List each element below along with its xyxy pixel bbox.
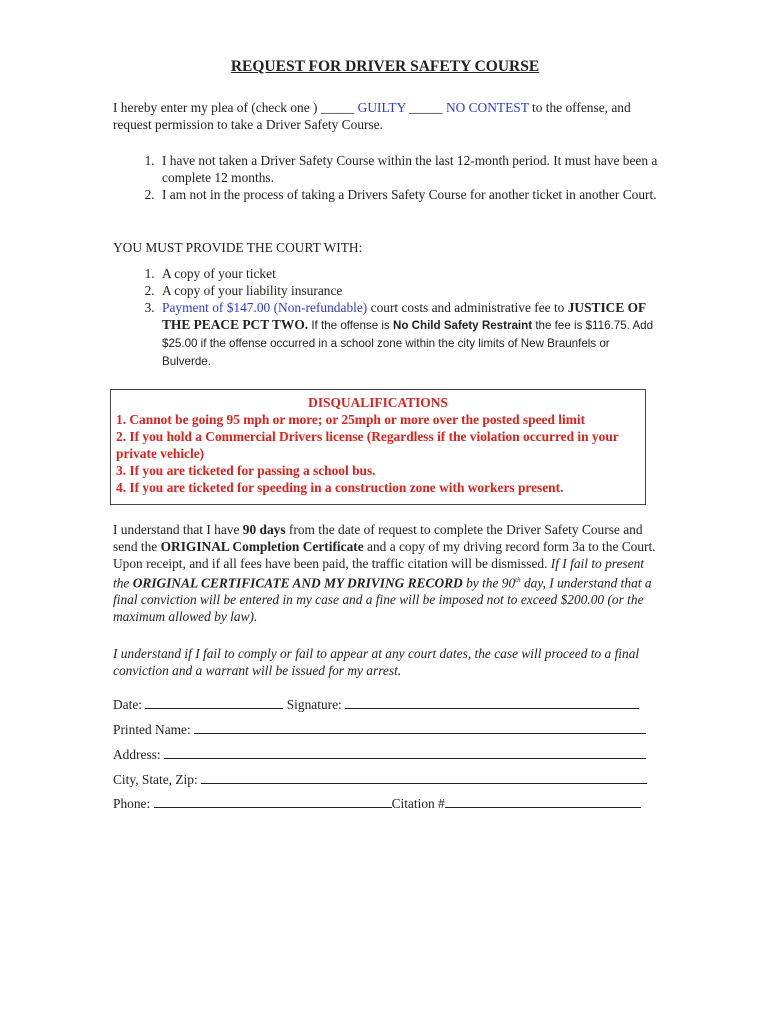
- printed-name-field[interactable]: [194, 721, 646, 734]
- condition-item: 1. I have not taken a Driver Safety Course within the last 12-month period. It must have been a complete 12 months.: [158, 152, 660, 186]
- plea-text-end: to the offense, and request permission to take a Driver Safety Course.: [113, 100, 631, 132]
- address-label: Address:: [113, 747, 161, 762]
- disqualification-item: 3. If you are ticketed for passing a school bus.: [116, 463, 376, 478]
- signature-label: Signature:: [286, 697, 342, 712]
- plea-paragraph: [113, 99, 661, 133]
- city-row: [113, 771, 647, 788]
- disqualification-item: 1. Cannot be going 95 mph or more; or 25mph or more over the posted speed limit: [116, 412, 586, 427]
- conditions-list: [90, 152, 660, 203]
- days-count: 90 days: [242, 522, 286, 537]
- address-field[interactable]: [164, 746, 646, 759]
- date-signature-row: [113, 696, 639, 713]
- plea-blank: _____: [405, 100, 446, 115]
- provide-heading: YOU MUST PROVIDE THE COURT WITH:: [113, 240, 363, 255]
- court-name: JUSTICE OF THE PEACE PCT TWO.: [162, 300, 646, 332]
- text: from the date of request to complete the Driver Safety Course and send the: [113, 522, 643, 554]
- phone-citation-row: [113, 795, 641, 812]
- provide-list: [90, 265, 660, 370]
- fee-text-end: the fee is $116.75. Add $25.00 if the offense occurred in a school zone within the city limits of New Braunfels or Bulverde.: [162, 319, 654, 368]
- required-documents: ORIGINAL CERTIFICATE AND MY DRIVING RECORD: [132, 575, 463, 591]
- provide-item: 1. A copy of your ticket: [158, 265, 660, 282]
- city-field[interactable]: [201, 771, 647, 784]
- disqualification-item: 4. If you are ticketed for speeding in a construction zone with workers present.: [116, 480, 564, 495]
- date-label: Date:: [113, 697, 142, 712]
- disqualification-item: 2. If you hold a Commercial Drivers license (Regardless if the violation occurred in your private vehicle): [116, 429, 619, 461]
- text: by the 90: [462, 575, 516, 591]
- text: If I fail to present the: [113, 556, 645, 591]
- payment-amount: Payment of $147.00 (Non-refundable): [162, 300, 368, 315]
- phone-label: Phone:: [113, 796, 151, 811]
- fee-offense: No Child Safety Restraint: [392, 319, 533, 332]
- date-field[interactable]: [145, 696, 283, 709]
- citation-label: Citation #: [391, 796, 445, 811]
- signature-field[interactable]: [345, 696, 639, 709]
- citation-field[interactable]: [445, 795, 641, 808]
- provide-item-payment: [158, 299, 660, 370]
- condition-item: 2. I am not in the process of taking a Drivers Safety Course for another ticket in another Court.: [158, 186, 660, 203]
- payment-text: court costs and administrative fee to: [367, 300, 568, 315]
- printed-name-row: [113, 721, 646, 738]
- text: I understand that I have: [113, 522, 243, 537]
- provide-item: 2. A copy of your liability insurance: [158, 282, 660, 299]
- city-label: City, State, Zip:: [113, 772, 198, 787]
- plea-text: I hereby enter my plea of (check one ) _____: [113, 100, 358, 115]
- superscript: th: [515, 576, 521, 584]
- guilty-option[interactable]: GUILTY: [357, 100, 406, 115]
- page-title: REQUEST FOR DRIVER SAFETY COURSE: [230, 58, 540, 75]
- printed-name-label: Printed Name:: [113, 722, 191, 737]
- text: and a copy of my driving record form 3a to the Court. Upon receipt, and if all fees have been paid, the traffic citation will be dismissed.: [113, 539, 656, 571]
- warning-paragraph: [113, 645, 661, 679]
- certificate-label: ORIGINAL Completion Certificate: [160, 539, 364, 554]
- text: day, I understand that a final conviction will be entered in my case and a fine will be imposed not to exceed $200.00 (or the maximum allowed by law).: [113, 575, 652, 625]
- disqualifications-box: [110, 389, 646, 505]
- address-row: [113, 746, 646, 763]
- phone-field[interactable]: [154, 795, 392, 808]
- disqualifications-heading: DISQUALIFICATIONS: [308, 395, 448, 410]
- warning-text: I understand if I fail to comply or fail to appear at any court dates, the case will proceed to a final conviction and a warrant will be issued for my arrest.: [113, 646, 640, 678]
- understand-paragraph: [113, 521, 661, 625]
- no-contest-option[interactable]: NO CONTEST: [445, 100, 529, 115]
- fee-text: If the offense is: [308, 319, 393, 332]
